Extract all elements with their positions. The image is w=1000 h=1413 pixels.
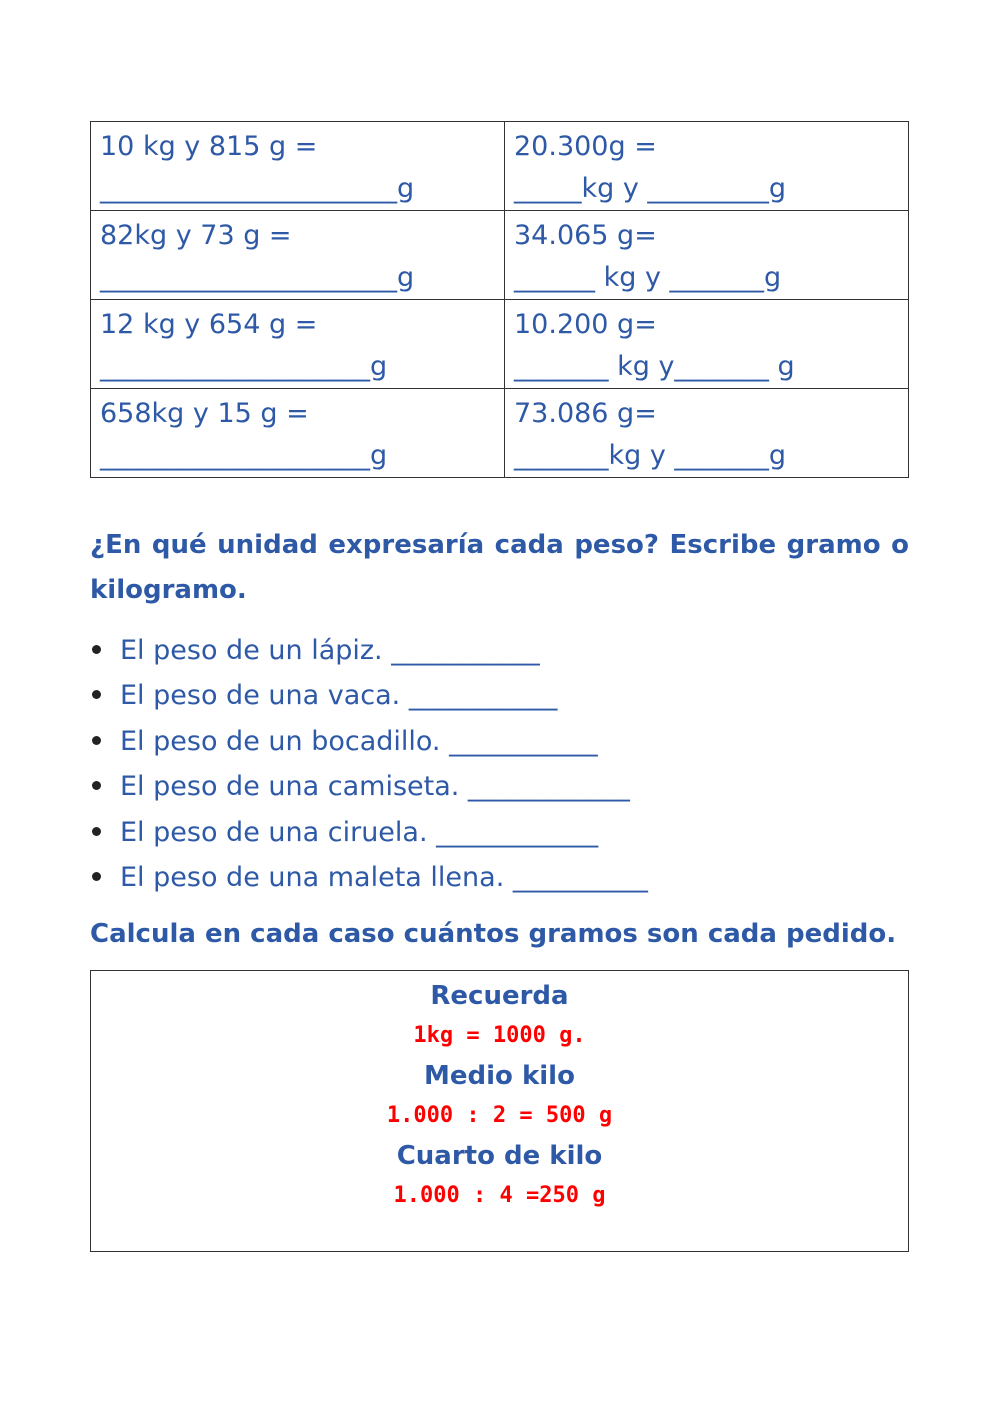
reminder-box (90, 970, 909, 1252)
answer-blank[interactable]: _____kg y _________g (514, 173, 787, 204)
list-item[interactable] (90, 855, 648, 900)
table-cell (505, 300, 909, 389)
table-cell (505, 389, 909, 478)
bullet-icon (92, 736, 101, 745)
conversion-table (90, 121, 909, 478)
table-row (91, 300, 909, 389)
bullet-icon (92, 872, 101, 881)
list-item-text: El peso de una camiseta. ____________ (120, 771, 630, 803)
bullet-icon (92, 690, 101, 699)
reminder-heading: Recuerda (430, 981, 569, 1011)
answer-blank[interactable]: ____________________g (100, 351, 388, 382)
table-row (91, 211, 909, 300)
list-item[interactable] (90, 628, 648, 673)
reminder-kg-equivalence: 1kg = 1000 g. (413, 1023, 586, 1048)
conversion-question: 73.086 g= (514, 398, 657, 429)
list-item-text: El peso de una maleta llena. __________ (120, 861, 648, 893)
table-cell (91, 300, 505, 389)
table-cell (91, 389, 505, 478)
answer-blank[interactable]: ______ kg y _______g (514, 262, 782, 293)
list-item-text: El peso de una vaca. ___________ (120, 680, 558, 712)
conversion-question: 20.300g = (514, 131, 657, 162)
answer-blank[interactable]: _______kg y _______g (514, 440, 787, 471)
table-cell (505, 211, 909, 300)
answer-blank[interactable]: _______ kg y_______ g (514, 351, 795, 382)
conversion-question: 34.065 g= (514, 220, 657, 251)
list-item-text: El peso de un bocadillo. ___________ (120, 725, 598, 757)
quarter-kilo-calc: 1.000 : 4 =250 g (393, 1183, 606, 1208)
table-row (91, 389, 909, 478)
half-kilo-label: Medio kilo (424, 1061, 575, 1091)
conversion-question: 82kg y 73 g = (100, 220, 292, 251)
conversion-question: 10.200 g= (514, 309, 657, 340)
list-item[interactable] (90, 719, 648, 764)
list-item-text: El peso de una ciruela. ____________ (120, 816, 599, 848)
conversion-question: 12 kg y 654 g = (100, 309, 318, 340)
answer-blank[interactable]: ______________________g (100, 262, 415, 293)
units-list (90, 628, 648, 900)
bullet-icon (92, 827, 101, 836)
list-item[interactable] (90, 673, 648, 718)
conversion-question: 10 kg y 815 g = (100, 131, 318, 162)
quarter-kilo-label: Cuarto de kilo (396, 1141, 603, 1171)
table-cell (91, 211, 505, 300)
table-row (91, 122, 909, 211)
bullet-icon (92, 645, 101, 654)
list-item[interactable] (90, 764, 648, 809)
answer-blank[interactable]: ____________________g (100, 440, 388, 471)
conversion-question: 658kg y 15 g = (100, 398, 309, 429)
units-section-title: ¿En qué unidad expresaría cada peso? Escribe gramo o kilogramo. (90, 530, 909, 605)
list-item-text: El peso de un lápiz. ___________ (120, 635, 540, 666)
answer-blank[interactable]: ______________________g (100, 173, 415, 204)
table-cell (91, 122, 505, 211)
bullet-icon (92, 781, 101, 790)
half-kilo-calc: 1.000 : 2 = 500 g (386, 1103, 613, 1128)
calc-section-title: Calcula en cada caso cuántos gramos son cada pedido. (90, 919, 897, 949)
table-cell (505, 122, 909, 211)
list-item[interactable] (90, 810, 648, 855)
